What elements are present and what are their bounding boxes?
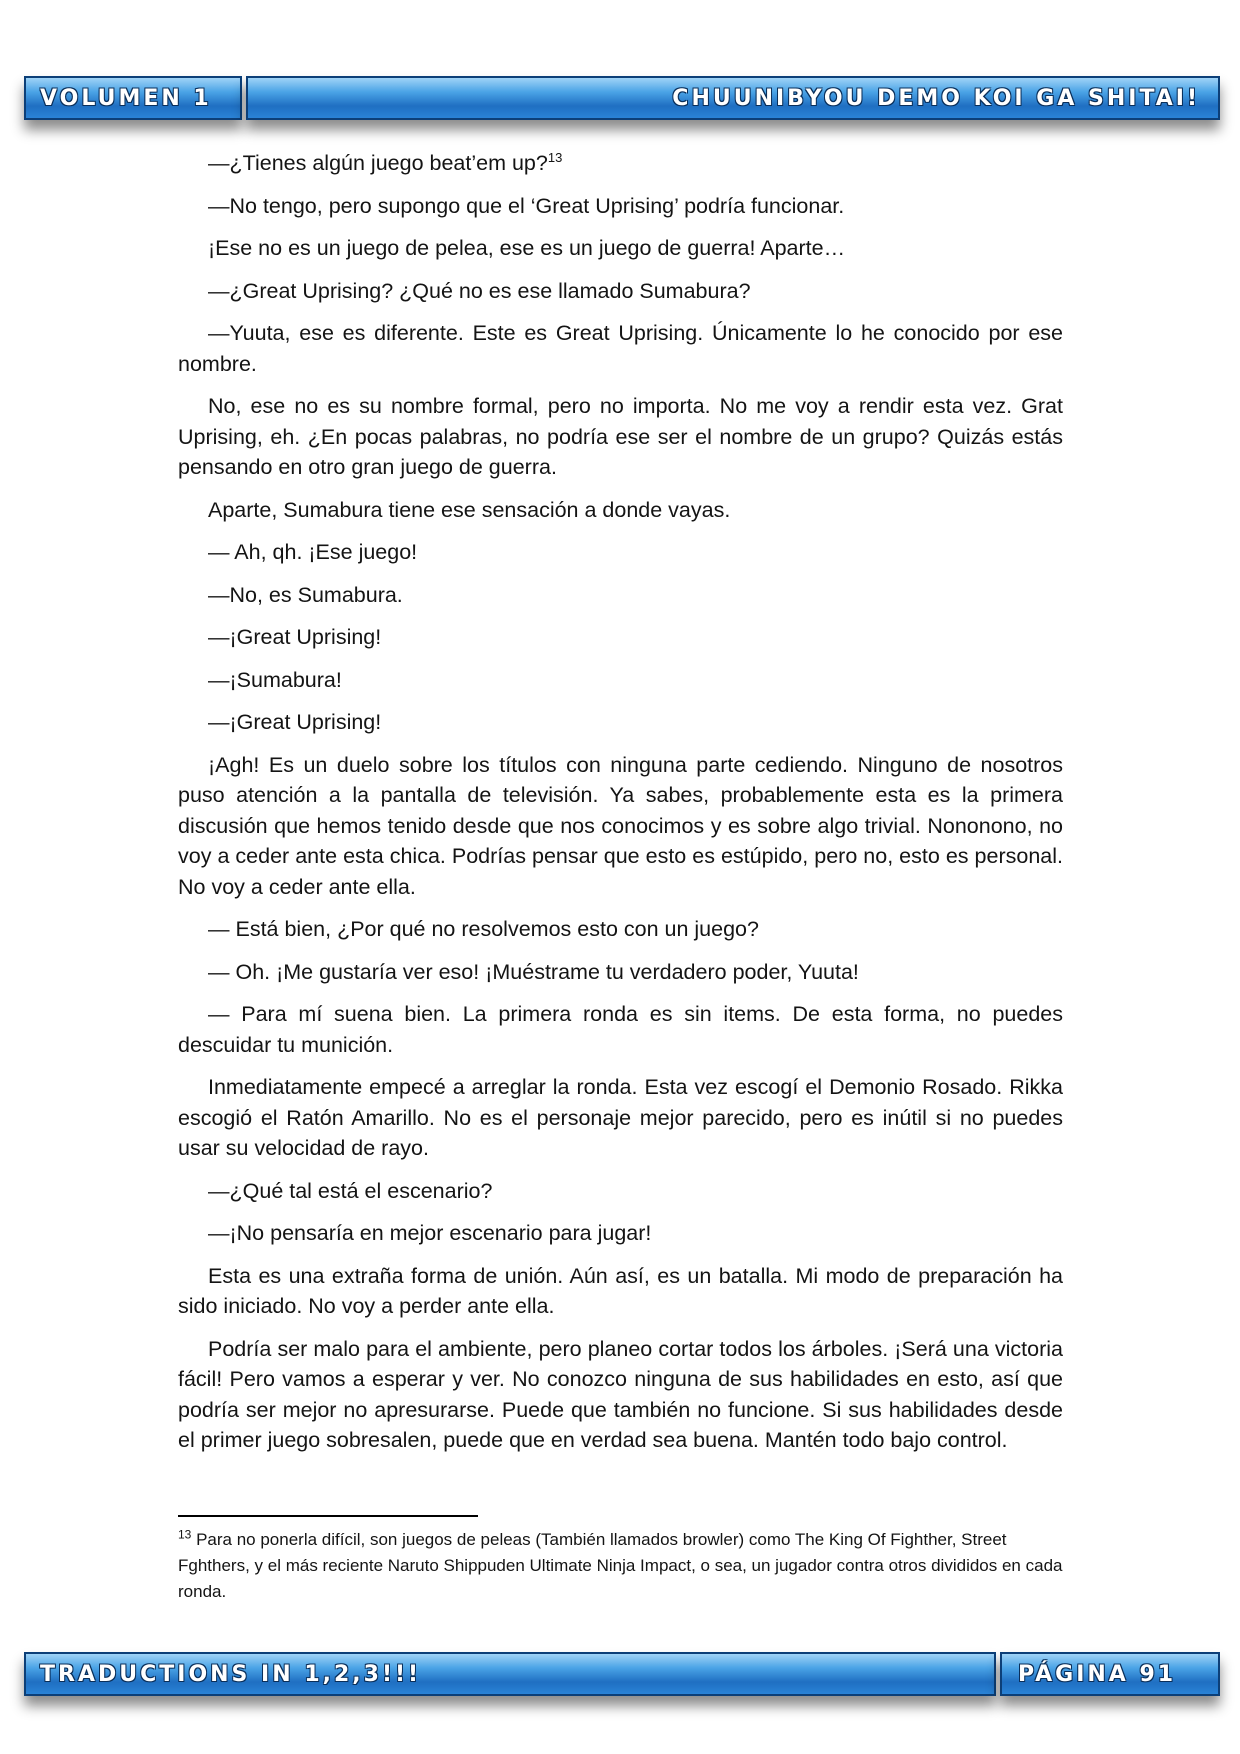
header-series-title: CHUUNIBYOU DEMO KOI GA SHITAI!: [672, 85, 1200, 111]
footnote: [178, 1527, 1063, 1605]
header-volume-bar: [24, 76, 242, 120]
paragraph: ¡Agh! Es un duelo sobre los títulos con ninguna parte cediendo. Ninguno de nosotros puso atención a la pantalla de televisión. Ya sabes, probablemente esta es la primera discusión que hemos tenido desde que nos conocimos y es sobre algo trivial. Nononono, no voy a ceder ante esta chica. Podrías pensar que esto es estúpido, pero no, esto es personal. No voy a ceder ante ella.: [178, 752, 1063, 899]
paragraph: Inmediatamente empecé a arreglar la ronda. Esta vez escogí el Demonio Rosado. Rikka escogió el Ratón Amarillo. No es el personaje mejor parecido, pero es inútil si no puedes usar su velocidad de rayo.: [178, 1075, 1063, 1160]
header-volume-label: VOLUMEN 1: [40, 85, 212, 111]
footnote-divider: [178, 1515, 478, 1517]
footnote-number: 13: [178, 1527, 192, 1542]
paragraph: —¡Sumabura!: [208, 667, 342, 692]
footnote-reference: 13: [547, 149, 563, 165]
paragraph: Aparte, Sumabura tiene ese sensación a donde vayas.: [208, 497, 731, 522]
page-body: [178, 148, 1063, 1468]
footnote-text: Para no ponerla difícil, son juegos de peleas (También llamados browler) como The King Of Fighther, Street Fghthers, y el más reciente Naruto Shippuden Ultimate Ninja Impact, o sea, un jugador contra otros divididos en cada ronda.: [178, 1530, 1063, 1601]
paragraph: No, ese no es su nombre formal, pero no importa. No me voy a rendir esta vez. Grat Uprising, eh. ¿En pocas palabras, no podría ese ser el nombre de un grupo? Quizás estás pensando en otro gran juego de guerra.: [178, 394, 1063, 479]
paragraph: — Oh. ¡Me gustaría ver eso! ¡Muéstrame tu verdadero poder, Yuuta!: [208, 959, 859, 984]
paragraph: — Está bien, ¿Por qué no resolvemos esto con un juego?: [208, 917, 759, 941]
header-title-bar: [246, 76, 1220, 120]
footer-credit-label: TRADUCTIONS IN 1,2,3!!!: [40, 1661, 422, 1687]
paragraph: — Ah, qh. ¡Ese juego!: [208, 540, 418, 564]
paragraph: —¿Great Uprising? ¿Qué no es ese llamado Sumabura?: [208, 278, 751, 303]
paragraph: —No tengo, pero supongo que el ‘Great Uprising’ podría funcionar.: [208, 193, 845, 218]
paragraph: —¿Qué tal está el escenario?: [208, 1178, 493, 1203]
footer-page-bar: [1000, 1652, 1220, 1696]
page-number-label: PÁGINA 91: [1018, 1661, 1177, 1687]
footer-credit-bar: [24, 1652, 996, 1696]
paragraph: — Para mí suena bien. La primera ronda es sin items. De esta forma, no puedes descuidar tu munición.: [178, 1002, 1063, 1057]
paragraph: Esta es una extraña forma de unión. Aún así, es un batalla. Mi modo de preparación ha sido iniciado. No voy a perder ante ella.: [178, 1263, 1063, 1318]
paragraph: —¿Tienes algún juego beat’em up?$^{13}$: [208, 149, 563, 175]
paragraph: —No, es Sumabura.: [208, 582, 403, 607]
paragraph: Podría ser malo para el ambiente, pero planeo cortar todos los árboles. ¡Será una victoria fácil! Pero vamos a esperar y ver. No conozco ninguna de sus habilidades en esto, así que podría ser mejor no apresurarse. Puede que también no funcione. Si sus habilidades desde el primer juego sobresalen, puede que en verdad sea buena. Mantén todo bajo control.: [178, 1336, 1063, 1452]
paragraph: —Yuuta, ese es diferente. Este es Great Uprising. Únicamente lo he conocido por ese nombre.: [178, 321, 1063, 376]
paragraph: —¡Great Uprising!: [208, 625, 382, 649]
paragraph: —¡No pensaría en mejor escenario para jugar!: [208, 1221, 652, 1245]
paragraph: —¡Great Uprising!: [208, 710, 382, 734]
paragraph: ¡Ese no es un juego de pelea, ese es un juego de guerra! Aparte…: [208, 236, 846, 260]
